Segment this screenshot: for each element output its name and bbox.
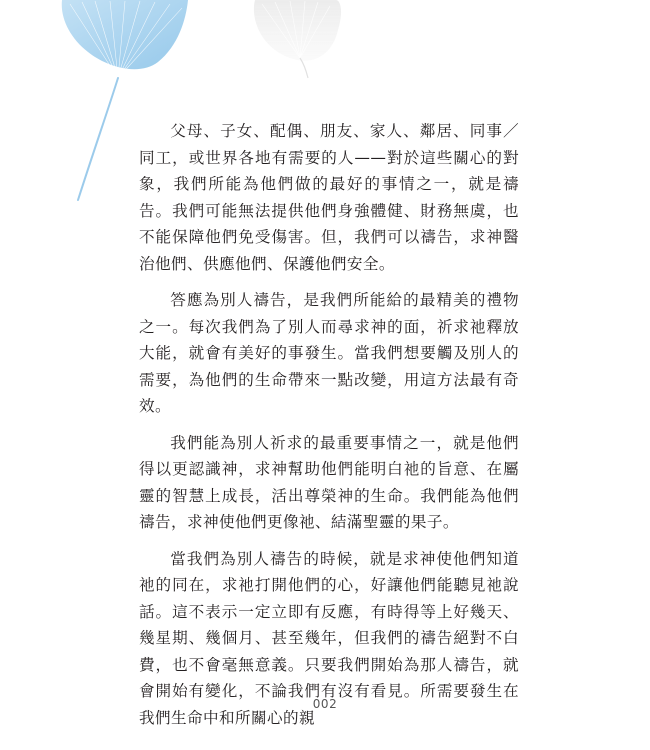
paragraph-3: 我們能為別人祈求的最重要事情之一，就是他們得以更認識神，求神幫助他們能明白祂的旨意、在屬靈的智慧上成長，活出尊榮神的生命。我們能為他們禱告，求神使他們更像祂、結滿聖靈的果子。 [139, 433, 519, 531]
paragraph-2: 答應為別人禱告，是我們所能給的最精美的禮物之一。每次我們為了別人而尋求神的面，祈求祂釋放大能，就會有美好的事發生。當我們想要觸及別人的需要，為他們的生命帶來一點改變，用這方法最有奇效。 [139, 291, 519, 415]
page-number: 002 [312, 697, 338, 711]
paragraph-1: 父母、子女、配偶、朋友、家人、鄰居、同事／同工，或世界各地有需要的人——對於這些關心的對象，我們所能為他們做的最好的事情之一，就是禱告。我們可能無法提供他們身強體健、財務無虞，也不能保障他們免受傷害。但，我們可以禱告，求神醫治他們、供應他們、保護他們安全。 [139, 122, 519, 273]
gray-ginkgo-leaf [254, 0, 341, 78]
paragraph-4: 當我們為別人禱告的時候，就是求神使他們知道祂的同在，求祂打開他們的心，好讓他們能聽見祂說話。這不表示一定立即有反應，有時得等上好幾天、幾星期、幾個月、甚至幾年，但我們的禱告絕對不白費，也不會毫無意義。只要我們開始為那人禱告，就會開始有變化，不論我們有沒有看見。所需要發生在我們生命中和所關心的親 [139, 549, 519, 727]
body-text [139, 118, 519, 741]
